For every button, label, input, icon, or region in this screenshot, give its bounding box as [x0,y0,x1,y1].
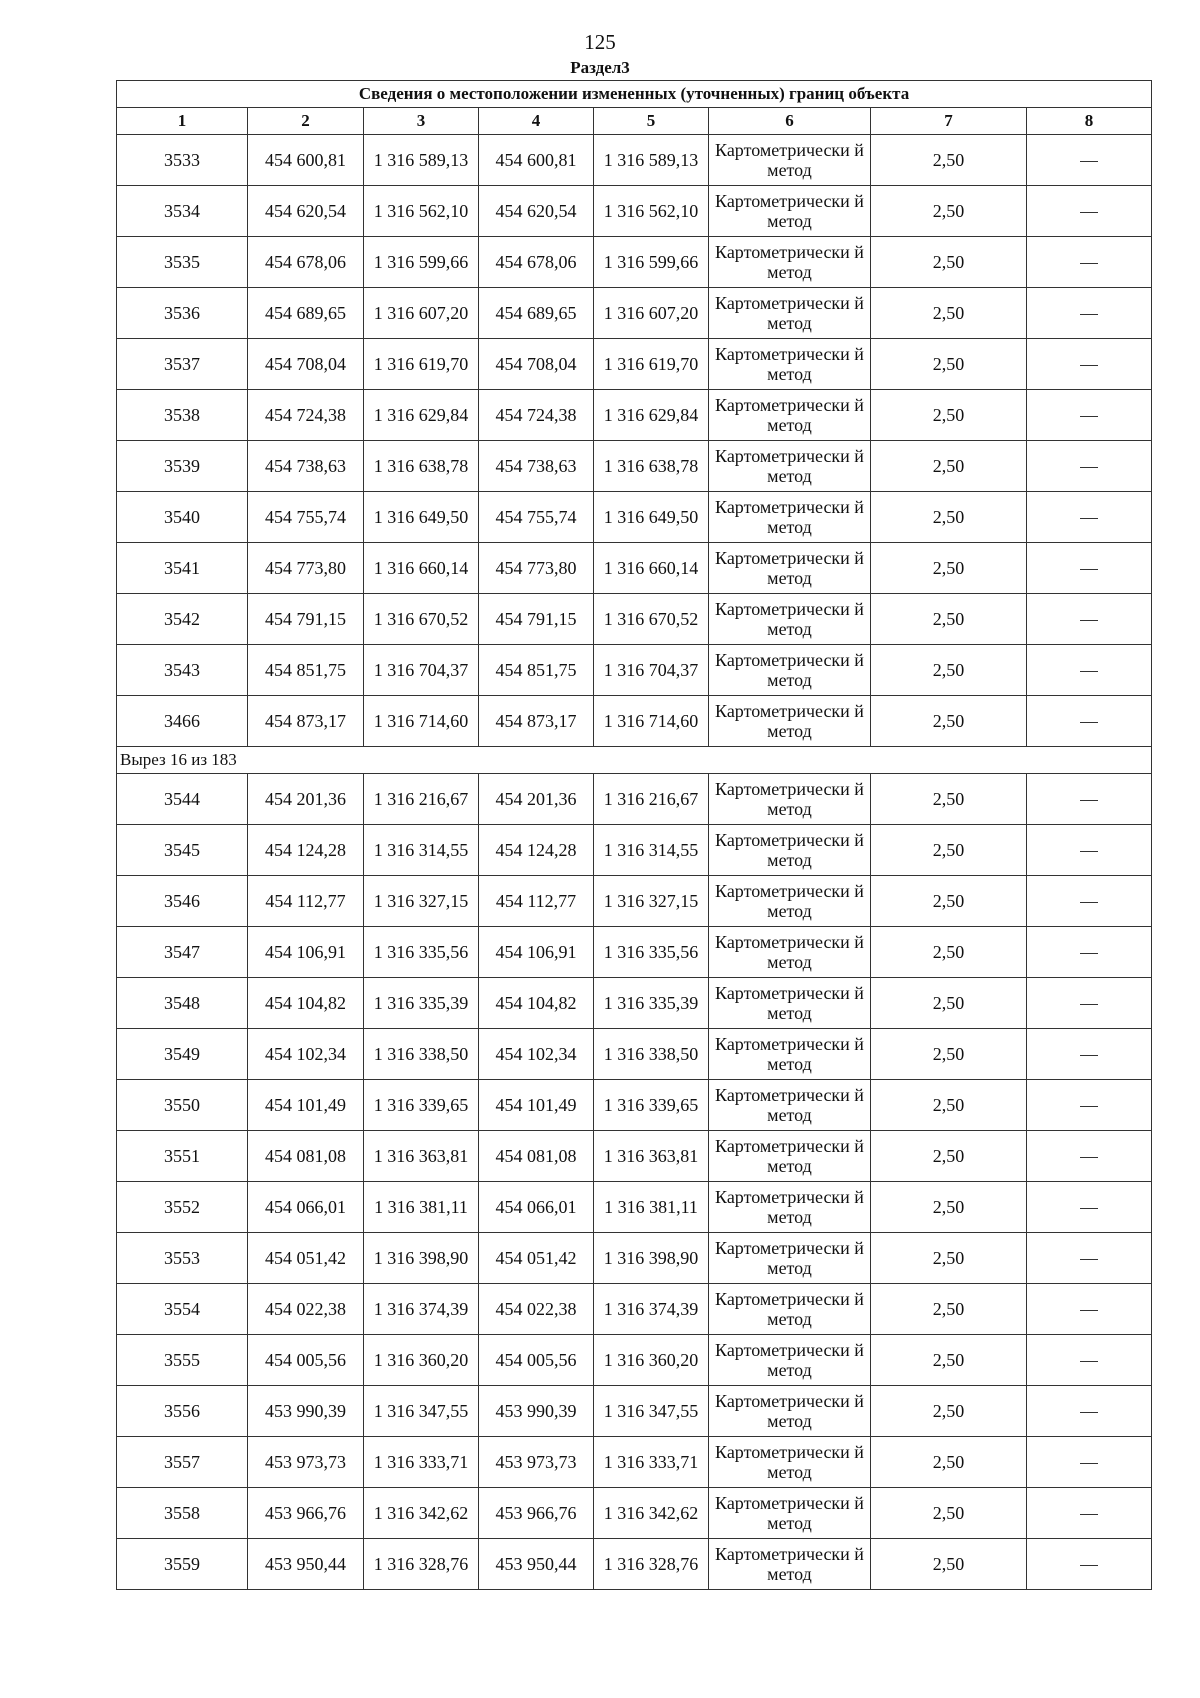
x-new-cell: 454 201,36 [479,774,594,825]
description-cell [1027,135,1152,186]
accuracy-cell: 2,50 [871,390,1027,441]
dash-mark [1080,314,1098,315]
accuracy-cell: 2,50 [871,1437,1027,1488]
x-new-cell: 454 112,77 [479,876,594,927]
x-old-cell: 454 104,82 [248,978,364,1029]
table-title: Сведения о местоположении измененных (уточненных) границ объекта [117,81,1152,108]
y-new-cell: 1 316 328,76 [594,1539,709,1590]
dash-mark [1080,1055,1098,1056]
y-new-cell: 1 316 607,20 [594,288,709,339]
table-row [117,978,1152,1029]
table-row [117,645,1152,696]
accuracy-cell: 2,50 [871,441,1027,492]
table-row [117,876,1152,927]
y-old-cell: 1 316 216,67 [364,774,479,825]
y-new-cell: 1 316 714,60 [594,696,709,747]
table-row [117,774,1152,825]
method-cell: Картометрически й метод [709,135,871,186]
y-old-cell: 1 316 374,39 [364,1284,479,1335]
x-new-cell: 454 051,42 [479,1233,594,1284]
column-header: 3 [364,108,479,135]
accuracy-cell: 2,50 [871,978,1027,1029]
x-new-cell: 454 738,63 [479,441,594,492]
method-cell: Картометрически й метод [709,825,871,876]
method-cell: Картометрически й метод [709,876,871,927]
x-old-cell: 454 600,81 [248,135,364,186]
accuracy-cell: 2,50 [871,288,1027,339]
dash-mark [1080,161,1098,162]
dash-mark [1080,467,1098,468]
x-new-cell: 453 950,44 [479,1539,594,1590]
x-new-cell: 454 724,38 [479,390,594,441]
description-cell [1027,543,1152,594]
table-row [117,135,1152,186]
description-cell [1027,1182,1152,1233]
description-cell [1027,774,1152,825]
dash-mark [1080,953,1098,954]
dash-mark [1080,416,1098,417]
table-row [117,1029,1152,1080]
y-old-cell: 1 316 660,14 [364,543,479,594]
point-number-cell: 3536 [117,288,248,339]
x-old-cell: 454 689,65 [248,288,364,339]
y-old-cell: 1 316 704,37 [364,645,479,696]
point-number-cell: 3545 [117,825,248,876]
dash-mark [1080,518,1098,519]
accuracy-cell: 2,50 [871,876,1027,927]
description-cell [1027,825,1152,876]
table-row [117,1539,1152,1590]
x-old-cell: 454 201,36 [248,774,364,825]
y-old-cell: 1 316 607,20 [364,288,479,339]
y-old-cell: 1 316 333,71 [364,1437,479,1488]
point-number-cell: 3548 [117,978,248,1029]
description-cell [1027,1284,1152,1335]
table-section-label-body [117,747,1152,774]
description-cell [1027,645,1152,696]
point-number-cell: 3535 [117,237,248,288]
y-old-cell: 1 316 589,13 [364,135,479,186]
point-number-cell: 3554 [117,1284,248,1335]
method-cell: Картометрически й метод [709,492,871,543]
point-number-cell: 3549 [117,1029,248,1080]
dash-mark [1080,1208,1098,1209]
description-cell [1027,696,1152,747]
description-cell [1027,237,1152,288]
dash-mark [1080,1310,1098,1311]
coordinates-table [116,80,1152,1590]
method-cell: Картометрически й метод [709,237,871,288]
table-row [117,1131,1152,1182]
accuracy-cell: 2,50 [871,1131,1027,1182]
y-new-cell: 1 316 327,15 [594,876,709,927]
method-cell: Картометрически й метод [709,1335,871,1386]
accuracy-cell: 2,50 [871,645,1027,696]
accuracy-cell: 2,50 [871,825,1027,876]
point-number-cell: 3542 [117,594,248,645]
x-new-cell: 454 620,54 [479,186,594,237]
method-cell: Картометрически й метод [709,543,871,594]
accuracy-cell: 2,50 [871,1539,1027,1590]
dash-mark [1080,1514,1098,1515]
x-old-cell: 453 973,73 [248,1437,364,1488]
table-row [117,594,1152,645]
dash-mark [1080,851,1098,852]
point-number-cell: 3559 [117,1539,248,1590]
y-old-cell: 1 316 363,81 [364,1131,479,1182]
accuracy-cell: 2,50 [871,1284,1027,1335]
accuracy-cell: 2,50 [871,492,1027,543]
accuracy-cell: 2,50 [871,1182,1027,1233]
y-old-cell: 1 316 347,55 [364,1386,479,1437]
point-number-cell: 3556 [117,1386,248,1437]
x-old-cell: 454 005,56 [248,1335,364,1386]
dash-mark [1080,1259,1098,1260]
y-new-cell: 1 316 338,50 [594,1029,709,1080]
y-new-cell: 1 316 562,10 [594,186,709,237]
table-row [117,927,1152,978]
table-row [117,543,1152,594]
x-new-cell: 454 600,81 [479,135,594,186]
y-new-cell: 1 316 360,20 [594,1335,709,1386]
y-old-cell: 1 316 649,50 [364,492,479,543]
column-header: 4 [479,108,594,135]
section-label: Вырез 16 из 183 [117,747,1152,774]
dash-mark [1080,1463,1098,1464]
dash-mark [1080,671,1098,672]
x-old-cell: 454 106,91 [248,927,364,978]
y-new-cell: 1 316 335,56 [594,927,709,978]
method-cell: Картометрически й метод [709,1080,871,1131]
column-header: 5 [594,108,709,135]
y-new-cell: 1 316 704,37 [594,645,709,696]
y-new-cell: 1 316 339,65 [594,1080,709,1131]
description-cell [1027,594,1152,645]
table-row [117,1182,1152,1233]
point-number-cell: 3466 [117,696,248,747]
method-cell: Картометрически й метод [709,288,871,339]
accuracy-cell: 2,50 [871,1029,1027,1080]
x-new-cell: 453 973,73 [479,1437,594,1488]
method-cell: Картометрически й метод [709,927,871,978]
dash-mark [1080,620,1098,621]
y-old-cell: 1 316 338,50 [364,1029,479,1080]
section-label-row [117,747,1152,774]
table-row [117,1437,1152,1488]
column-header-row [117,108,1152,135]
description-cell [1027,390,1152,441]
y-old-cell: 1 316 398,90 [364,1233,479,1284]
x-new-cell: 454 104,82 [479,978,594,1029]
x-old-cell: 453 950,44 [248,1539,364,1590]
dash-mark [1080,263,1098,264]
table-row [117,339,1152,390]
description-cell [1027,876,1152,927]
method-cell: Картометрически й метод [709,441,871,492]
table-body-group-2 [117,774,1152,1590]
x-old-cell: 453 990,39 [248,1386,364,1437]
accuracy-cell: 2,50 [871,543,1027,594]
y-old-cell: 1 316 599,66 [364,237,479,288]
accuracy-cell: 2,50 [871,135,1027,186]
x-old-cell: 454 124,28 [248,825,364,876]
description-cell [1027,1335,1152,1386]
description-cell [1027,1386,1152,1437]
accuracy-cell: 2,50 [871,696,1027,747]
point-number-cell: 3540 [117,492,248,543]
x-new-cell: 454 101,49 [479,1080,594,1131]
y-new-cell: 1 316 589,13 [594,135,709,186]
accuracy-cell: 2,50 [871,1233,1027,1284]
table-row [117,1233,1152,1284]
point-number-cell: 3534 [117,186,248,237]
accuracy-cell: 2,50 [871,186,1027,237]
x-old-cell: 454 620,54 [248,186,364,237]
y-new-cell: 1 316 335,39 [594,978,709,1029]
y-new-cell: 1 316 314,55 [594,825,709,876]
point-number-cell: 3547 [117,927,248,978]
x-new-cell: 454 124,28 [479,825,594,876]
x-new-cell: 454 851,75 [479,645,594,696]
x-old-cell: 454 112,77 [248,876,364,927]
x-new-cell: 454 102,34 [479,1029,594,1080]
table-row [117,696,1152,747]
description-cell [1027,288,1152,339]
point-number-cell: 3533 [117,135,248,186]
section-title: Раздел3 [570,58,630,77]
dash-mark [1080,1412,1098,1413]
point-number-cell: 3553 [117,1233,248,1284]
x-new-cell: 454 791,15 [479,594,594,645]
point-number-cell: 3539 [117,441,248,492]
dash-mark [1080,365,1098,366]
x-old-cell: 454 102,34 [248,1029,364,1080]
dash-mark [1080,212,1098,213]
method-cell: Картометрически й метод [709,978,871,1029]
y-old-cell: 1 316 714,60 [364,696,479,747]
description-cell [1027,978,1152,1029]
page-number: 125 [584,30,616,54]
y-new-cell: 1 316 629,84 [594,390,709,441]
method-cell: Картометрически й метод [709,1539,871,1590]
x-old-cell: 454 724,38 [248,390,364,441]
method-cell: Картометрически й метод [709,390,871,441]
x-old-cell: 454 708,04 [248,339,364,390]
y-new-cell: 1 316 670,52 [594,594,709,645]
point-number-cell: 3552 [117,1182,248,1233]
description-cell [1027,1080,1152,1131]
y-new-cell: 1 316 374,39 [594,1284,709,1335]
point-number-cell: 3543 [117,645,248,696]
method-cell: Картометрически й метод [709,186,871,237]
x-new-cell: 453 990,39 [479,1386,594,1437]
x-old-cell: 454 738,63 [248,441,364,492]
x-new-cell: 454 689,65 [479,288,594,339]
x-old-cell: 454 851,75 [248,645,364,696]
table-row [117,441,1152,492]
x-new-cell: 454 106,91 [479,927,594,978]
method-cell: Картометрически й метод [709,1233,871,1284]
dash-mark [1080,1106,1098,1107]
table-row [117,390,1152,441]
y-old-cell: 1 316 670,52 [364,594,479,645]
dash-mark [1080,1004,1098,1005]
x-old-cell: 454 791,15 [248,594,364,645]
point-number-cell: 3537 [117,339,248,390]
table-row [117,186,1152,237]
accuracy-cell: 2,50 [871,774,1027,825]
table-body-group-1 [117,135,1152,747]
description-cell [1027,1539,1152,1590]
dash-mark [1080,1361,1098,1362]
dash-mark [1080,1565,1098,1566]
x-new-cell: 454 678,06 [479,237,594,288]
method-cell: Картометрически й метод [709,1182,871,1233]
y-new-cell: 1 316 599,66 [594,237,709,288]
y-old-cell: 1 316 335,56 [364,927,479,978]
method-cell: Картометрически й метод [709,339,871,390]
description-cell [1027,1488,1152,1539]
method-cell: Картометрически й метод [709,1284,871,1335]
accuracy-cell: 2,50 [871,339,1027,390]
accuracy-cell: 2,50 [871,594,1027,645]
method-cell: Картометрически й метод [709,594,871,645]
table-row [117,1080,1152,1131]
point-number-cell: 3541 [117,543,248,594]
point-number-cell: 3555 [117,1335,248,1386]
description-cell [1027,1131,1152,1182]
y-new-cell: 1 316 333,71 [594,1437,709,1488]
table-row [117,1488,1152,1539]
accuracy-cell: 2,50 [871,1335,1027,1386]
dash-mark [1080,800,1098,801]
x-old-cell: 454 051,42 [248,1233,364,1284]
x-new-cell: 454 773,80 [479,543,594,594]
y-old-cell: 1 316 360,20 [364,1335,479,1386]
dash-mark [1080,722,1098,723]
y-old-cell: 1 316 327,15 [364,876,479,927]
x-old-cell: 454 101,49 [248,1080,364,1131]
y-new-cell: 1 316 398,90 [594,1233,709,1284]
accuracy-cell: 2,50 [871,1488,1027,1539]
y-new-cell: 1 316 619,70 [594,339,709,390]
point-number-cell: 3546 [117,876,248,927]
x-old-cell: 454 755,74 [248,492,364,543]
y-old-cell: 1 316 335,39 [364,978,479,1029]
y-old-cell: 1 316 562,10 [364,186,479,237]
accuracy-cell: 2,50 [871,927,1027,978]
table-row [117,1386,1152,1437]
x-new-cell: 454 755,74 [479,492,594,543]
point-number-cell: 3557 [117,1437,248,1488]
x-new-cell: 454 708,04 [479,339,594,390]
point-number-cell: 3558 [117,1488,248,1539]
x-old-cell: 454 773,80 [248,543,364,594]
x-old-cell: 454 873,17 [248,696,364,747]
y-new-cell: 1 316 363,81 [594,1131,709,1182]
y-old-cell: 1 316 314,55 [364,825,479,876]
method-cell: Картометрически й метод [709,774,871,825]
x-new-cell: 454 081,08 [479,1131,594,1182]
y-old-cell: 1 316 629,84 [364,390,479,441]
description-cell [1027,1029,1152,1080]
column-header: 8 [1027,108,1152,135]
y-new-cell: 1 316 347,55 [594,1386,709,1437]
y-new-cell: 1 316 216,67 [594,774,709,825]
point-number-cell: 3544 [117,774,248,825]
y-new-cell: 1 316 638,78 [594,441,709,492]
y-old-cell: 1 316 328,76 [364,1539,479,1590]
y-old-cell: 1 316 619,70 [364,339,479,390]
method-cell: Картометрически й метод [709,645,871,696]
method-cell: Картометрически й метод [709,696,871,747]
x-old-cell: 454 081,08 [248,1131,364,1182]
x-new-cell: 454 022,38 [479,1284,594,1335]
description-cell [1027,492,1152,543]
x-old-cell: 453 966,76 [248,1488,364,1539]
description-cell [1027,927,1152,978]
x-old-cell: 454 022,38 [248,1284,364,1335]
point-number-cell: 3551 [117,1131,248,1182]
y-old-cell: 1 316 342,62 [364,1488,479,1539]
x-new-cell: 454 066,01 [479,1182,594,1233]
x-new-cell: 454 005,56 [479,1335,594,1386]
table-row [117,492,1152,543]
description-cell [1027,186,1152,237]
description-cell [1027,1233,1152,1284]
description-cell [1027,339,1152,390]
column-header: 2 [248,108,364,135]
dash-mark [1080,1157,1098,1158]
accuracy-cell: 2,50 [871,237,1027,288]
accuracy-cell: 2,50 [871,1080,1027,1131]
x-old-cell: 454 678,06 [248,237,364,288]
point-number-cell: 3550 [117,1080,248,1131]
y-new-cell: 1 316 649,50 [594,492,709,543]
description-cell [1027,1437,1152,1488]
table-row [117,1284,1152,1335]
method-cell: Картометрически й метод [709,1386,871,1437]
y-old-cell: 1 316 339,65 [364,1080,479,1131]
accuracy-cell: 2,50 [871,1386,1027,1437]
y-old-cell: 1 316 381,11 [364,1182,479,1233]
y-new-cell: 1 316 342,62 [594,1488,709,1539]
y-new-cell: 1 316 660,14 [594,543,709,594]
x-new-cell: 453 966,76 [479,1488,594,1539]
description-cell [1027,441,1152,492]
method-cell: Картометрически й метод [709,1131,871,1182]
column-header: 7 [871,108,1027,135]
table-row [117,237,1152,288]
method-cell: Картометрически й метод [709,1488,871,1539]
table-row [117,825,1152,876]
y-old-cell: 1 316 638,78 [364,441,479,492]
x-new-cell: 454 873,17 [479,696,594,747]
dash-mark [1080,902,1098,903]
column-header: 1 [117,108,248,135]
dash-mark [1080,569,1098,570]
table-title-row [117,81,1152,108]
column-header: 6 [709,108,871,135]
table-row [117,1335,1152,1386]
x-old-cell: 454 066,01 [248,1182,364,1233]
method-cell: Картометрически й метод [709,1437,871,1488]
table-row [117,288,1152,339]
point-number-cell: 3538 [117,390,248,441]
y-new-cell: 1 316 381,11 [594,1182,709,1233]
method-cell: Картометрически й метод [709,1029,871,1080]
